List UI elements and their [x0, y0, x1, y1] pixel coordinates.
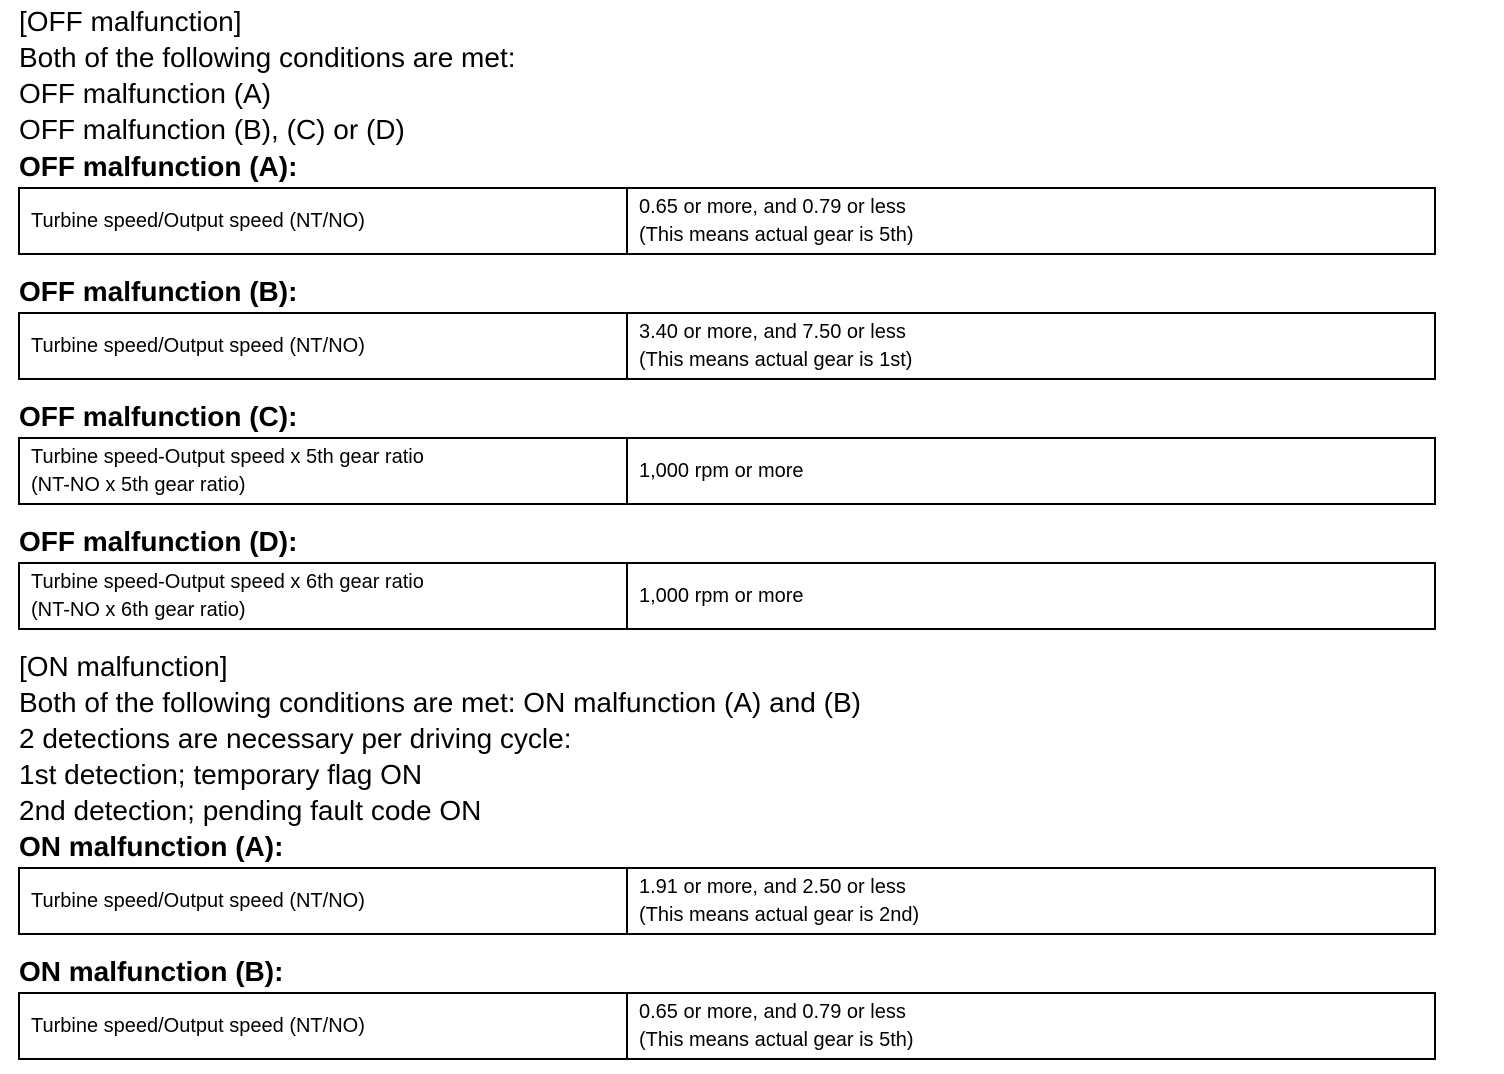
parameter-formula: (NT-NO x 6th gear ratio): [31, 599, 246, 621]
value-text: 1,000 rpm or more: [639, 460, 804, 482]
off-c-heading: OFF malfunction (C):: [19, 401, 298, 432]
table-cell-value: [628, 439, 1434, 503]
on-section-intro: Both of the following conditions are met: ON malfunction (A) and (B): [19, 687, 861, 718]
parameter-text: Turbine speed/Output speed (NT/NO): [31, 210, 365, 232]
on-detections-note: 2 detections are necessary per driving cycle:: [19, 723, 572, 754]
parameter-text: Turbine speed-Output speed x 6th gear ratio: [31, 571, 424, 593]
table-cell-value: [628, 869, 1434, 933]
table-cell-parameter: [20, 994, 628, 1058]
table-cell-parameter: [20, 314, 628, 378]
value-text: 0.65 or more, and 0.79 or less: [639, 196, 906, 218]
value-note: (This means actual gear is 2nd): [639, 904, 920, 926]
value-note: (This means actual gear is 1st): [639, 349, 913, 371]
off-section-title: [OFF malfunction]: [19, 6, 242, 37]
off-d-table: [18, 562, 1436, 630]
off-a-heading: OFF malfunction (A):: [19, 151, 298, 182]
on-section-title: [ON malfunction]: [19, 651, 228, 682]
on-detection-1: 1st detection; temporary flag ON: [19, 759, 423, 790]
parameter-text: Turbine speed/Output speed (NT/NO): [31, 1015, 365, 1037]
on-detection-2: 2nd detection; pending fault code ON: [19, 795, 482, 826]
off-section-intro: Both of the following conditions are met:: [19, 42, 516, 73]
on-b-heading: ON malfunction (B):: [19, 956, 284, 987]
table-cell-parameter: [20, 439, 628, 503]
value-text: 1.91 or more, and 2.50 or less: [639, 876, 906, 898]
table-cell-value: [628, 314, 1434, 378]
value-text: 1,000 rpm or more: [639, 585, 804, 607]
off-condition-2: OFF malfunction (B), (C) or (D): [19, 114, 405, 145]
on-a-heading: ON malfunction (A):: [19, 831, 284, 862]
table-cell-value: [628, 994, 1434, 1058]
value-note: (This means actual gear is 5th): [639, 224, 914, 246]
table-cell-value: [628, 564, 1434, 628]
value-text: 3.40 or more, and 7.50 or less: [639, 321, 906, 343]
parameter-text: Turbine speed-Output speed x 5th gear ratio: [31, 446, 424, 468]
on-a-table: [18, 867, 1436, 935]
off-b-table: [18, 312, 1436, 380]
value-text: 0.65 or more, and 0.79 or less: [639, 1001, 906, 1023]
table-cell-parameter: [20, 564, 628, 628]
table-cell-parameter: [20, 189, 628, 253]
off-a-table: [18, 187, 1436, 255]
parameter-text: Turbine speed/Output speed (NT/NO): [31, 890, 365, 912]
off-c-table: [18, 437, 1436, 505]
table-cell-parameter: [20, 869, 628, 933]
off-condition-1: OFF malfunction (A): [19, 78, 272, 109]
parameter-formula: (NT-NO x 5th gear ratio): [31, 474, 246, 496]
off-d-heading: OFF malfunction (D):: [19, 526, 298, 557]
table-cell-value: [628, 189, 1434, 253]
value-note: (This means actual gear is 5th): [639, 1029, 914, 1051]
on-b-table: [18, 992, 1436, 1060]
off-b-heading: OFF malfunction (B):: [19, 276, 298, 307]
parameter-text: Turbine speed/Output speed (NT/NO): [31, 335, 365, 357]
